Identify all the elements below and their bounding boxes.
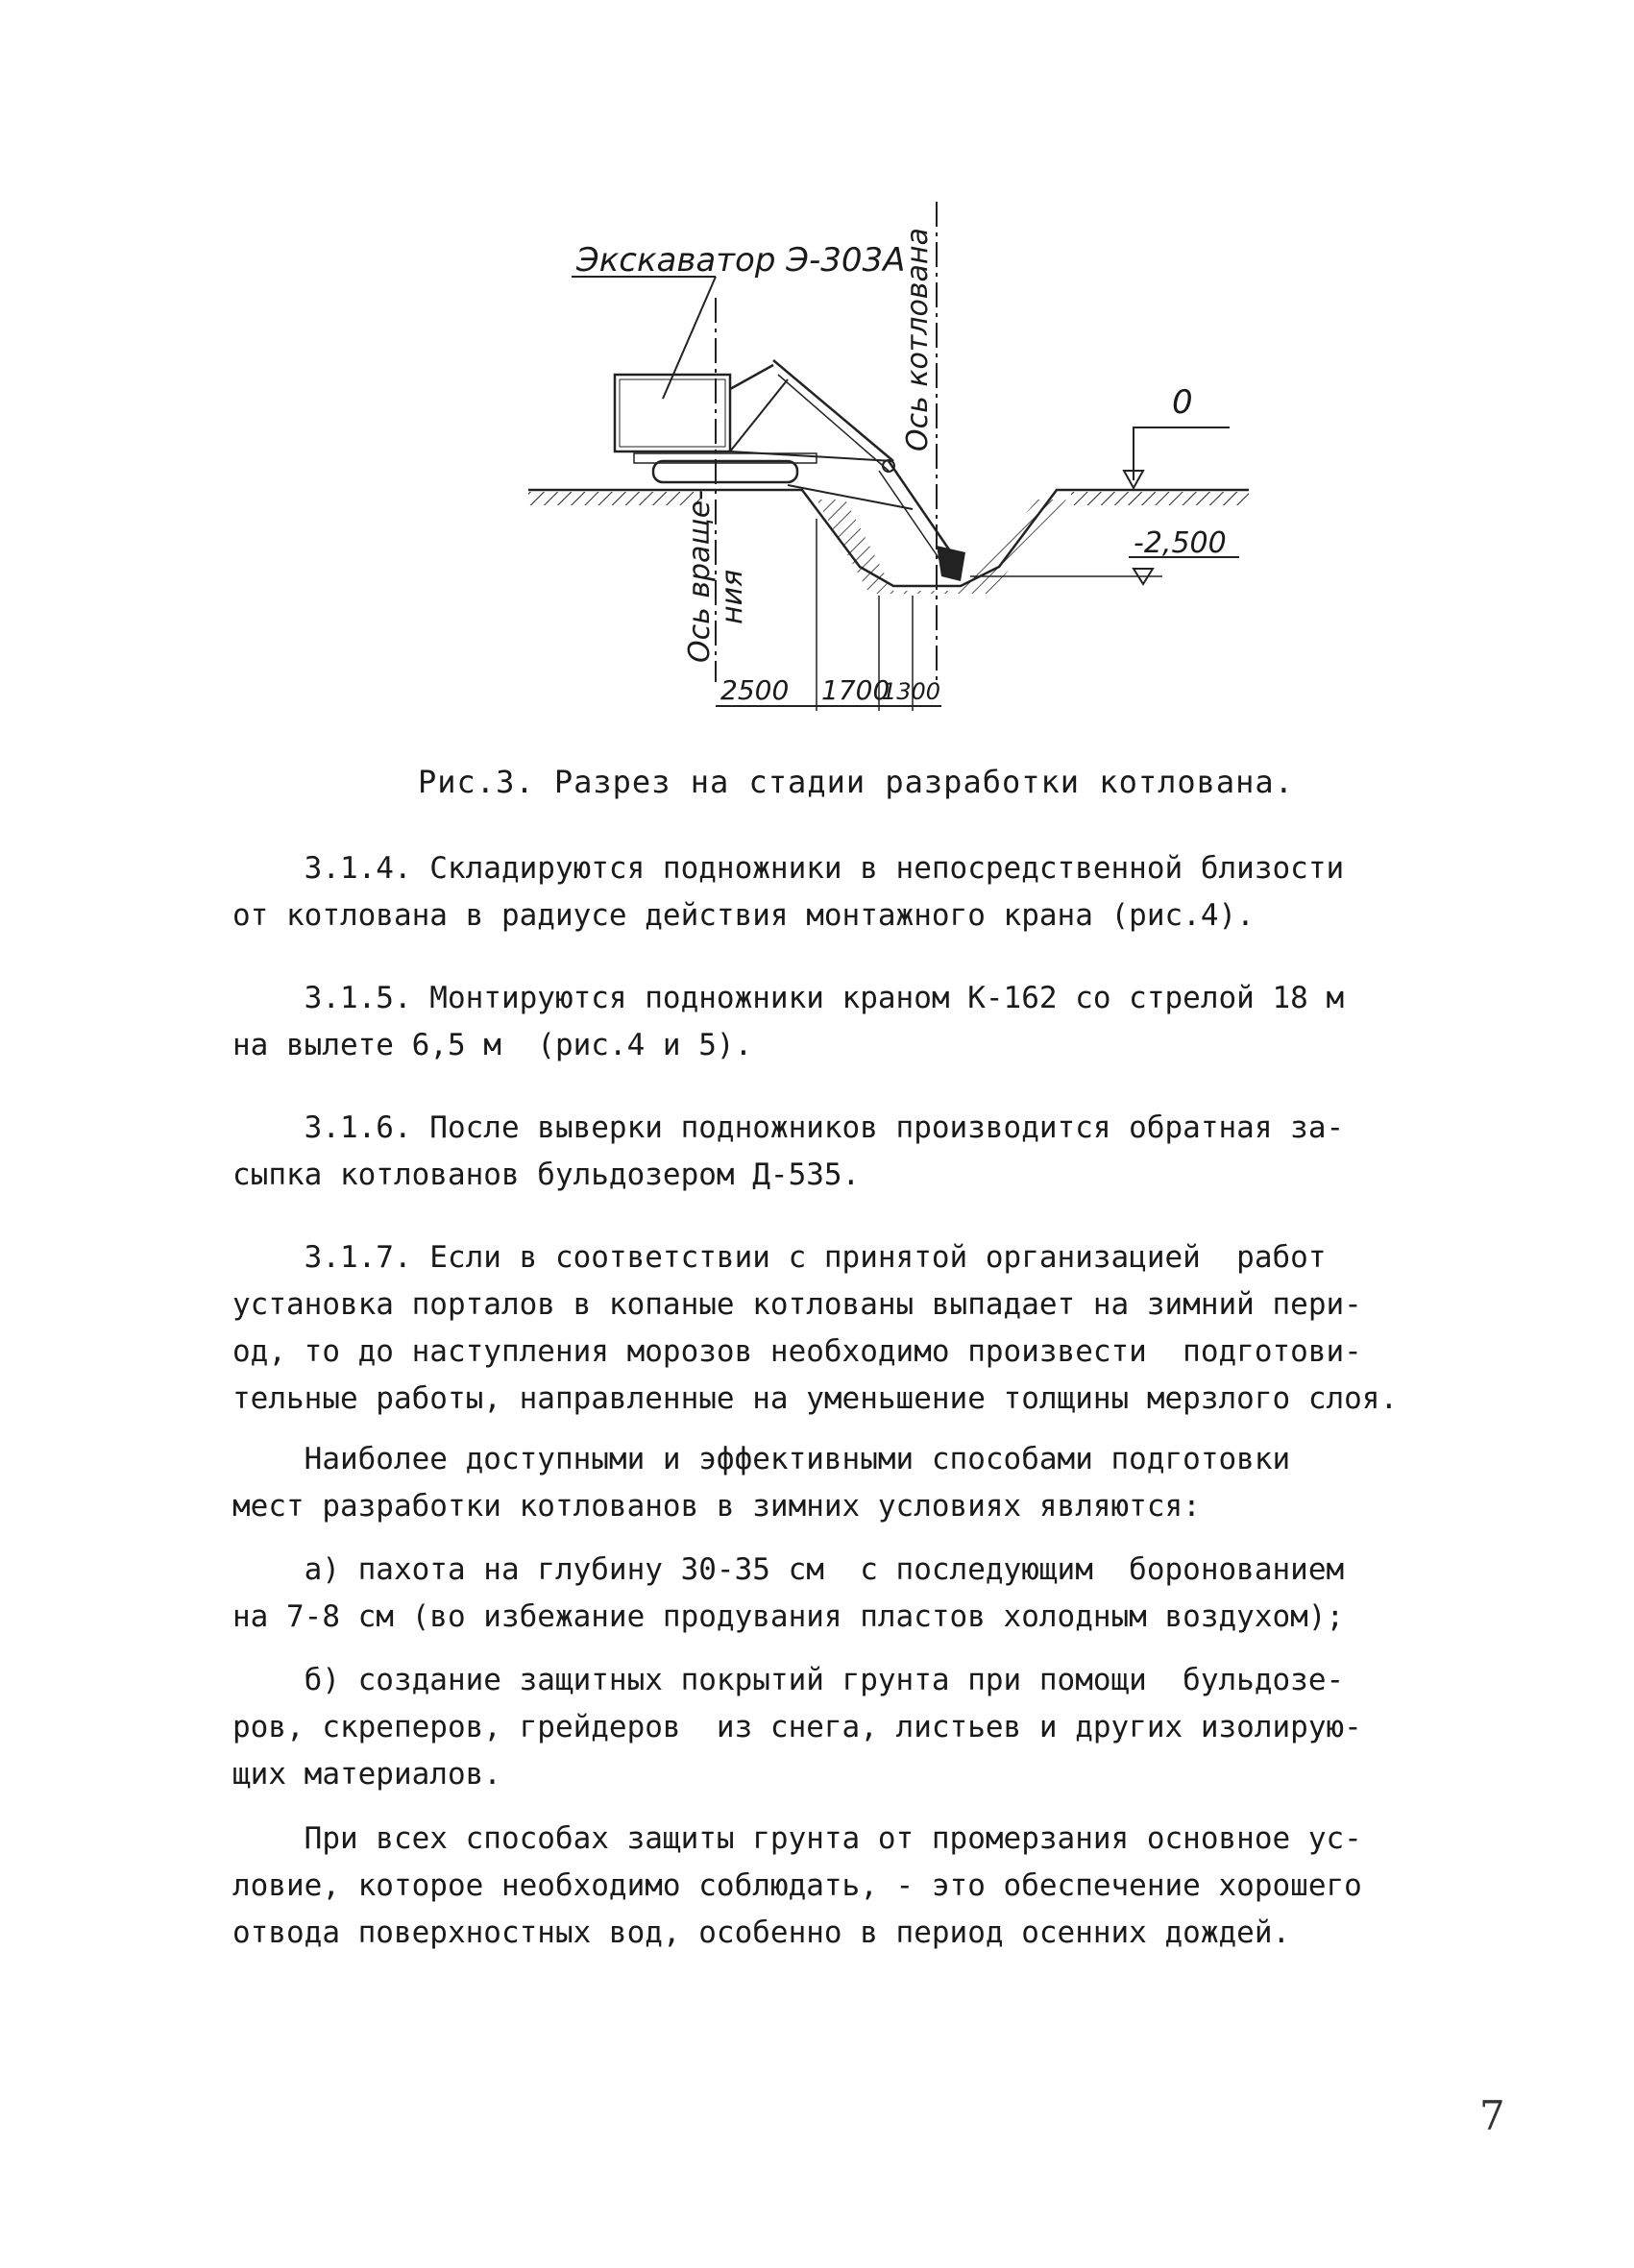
excavation-section-drawing bbox=[500, 183, 1287, 740]
list-item-a: а) пахота на глубину 30-35 см с последующим боронованием на 7-8 см (во избежание продувания пластов холодным воздухом); bbox=[232, 1552, 1345, 1634]
list-item-b: б) создание защитных покрытий грунта при помощи бульдозе- ров, скреперов, грейдеров из снега, листьев и других изолирую- щих материалов. bbox=[232, 1663, 1362, 1792]
paragraph-3-1-4: 3.1.4. Складируются подножники в непосредственной близости от котлована в радиусе действия монтажного крана (рис.4). bbox=[232, 851, 1345, 933]
paragraph-conclusion: При всех способах защиты грунта от промерзания основное ус- ловие, которое необходимо соблюдать, - это обеспечение хорошего отвода поверхностных вод, особенно в период осенних дождей. bbox=[232, 1821, 1362, 1950]
dim-1300: 1300 bbox=[882, 678, 941, 705]
pit-axis bbox=[901, 202, 937, 682]
page-number: 7 bbox=[1479, 2092, 1505, 2139]
paragraph-3-1-6: 3.1.6. После выверки подножников производится обратная за- сыпка котлованов бульдозером Д-535. bbox=[232, 1110, 1345, 1192]
pit-axis-label: Ось котлована bbox=[901, 228, 935, 451]
excavator-label-text: Экскаватор Э-303А bbox=[576, 241, 906, 280]
rotation-axis-label-2: ния bbox=[716, 569, 749, 624]
dim-2500: 2500 bbox=[720, 674, 790, 706]
dimension-line bbox=[716, 519, 941, 711]
dim-1700: 1700 bbox=[821, 674, 890, 706]
rotation-axis-label-1: Ось враще- bbox=[683, 490, 717, 663]
level-marker-zero bbox=[1124, 383, 1230, 488]
figure-caption: Рис.3. Разрез на стадии разработки котлована. bbox=[418, 764, 1294, 800]
level-zero-text: 0 bbox=[1172, 383, 1193, 422]
paragraph-3-1-7: 3.1.7. Если в соответствии с принятой организацией работ установка порталов в копаные котлованы выпадает на зимний пери- од, то до наступления морозов необходимо произвести подготови- тельные работы, направленные на уменьшение толщины мерзлого слоя. bbox=[232, 1240, 1399, 1416]
level-bottom-text: -2,500 bbox=[1134, 526, 1227, 560]
paragraph-3-1-5: 3.1.5. Монтируются подножники краном К-162 со стрелой 18 м на вылете 6,5 м (рис.4 и 5). bbox=[232, 981, 1345, 1062]
paragraph-methods-intro: Наиболее доступными и эффективными способами подготовки мест разработки котлованов в зимних условиях являются: bbox=[232, 1442, 1291, 1524]
